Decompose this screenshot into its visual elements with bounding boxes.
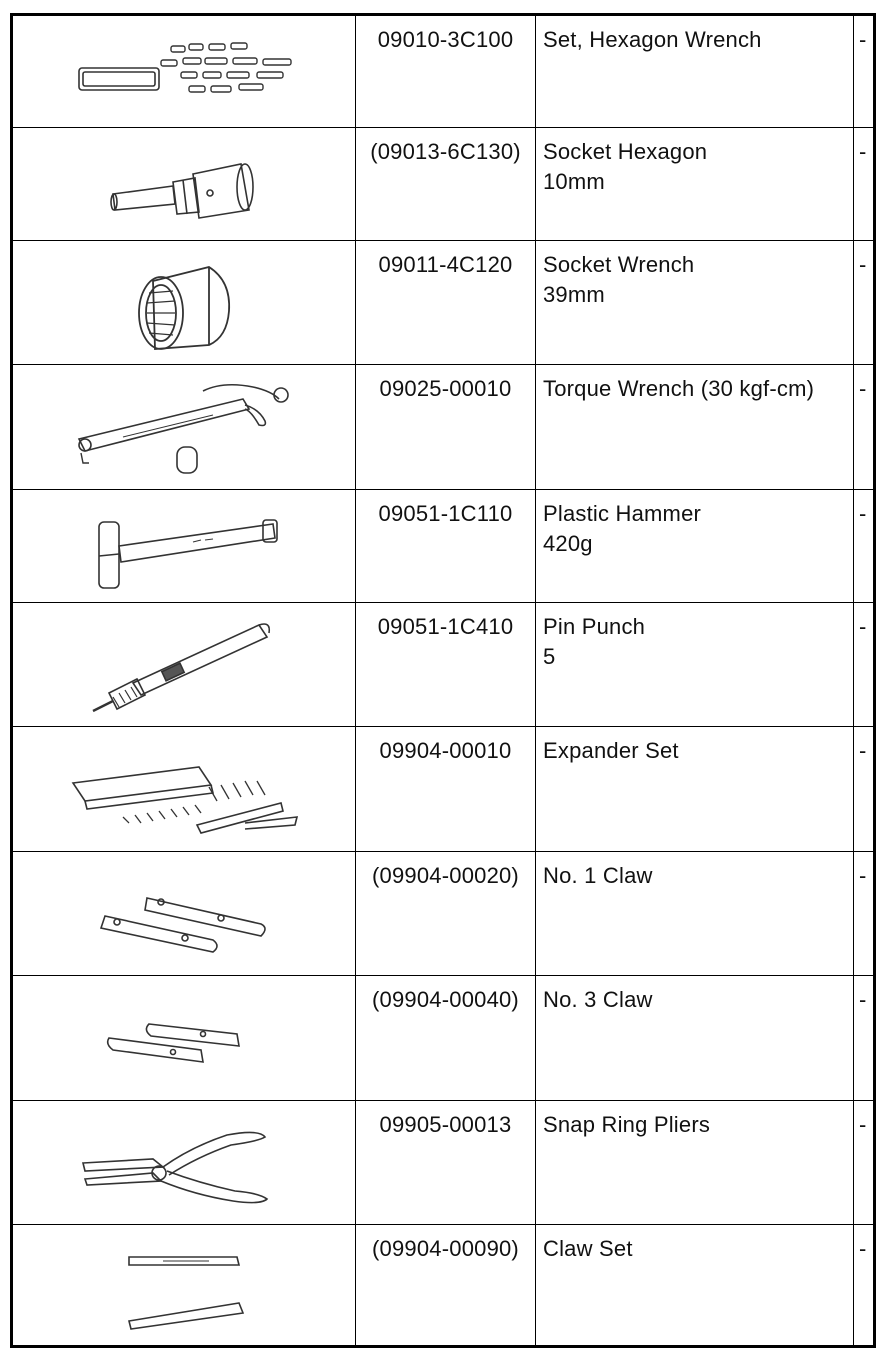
tool-illustration-cell (13, 1225, 356, 1345)
remark: - (859, 501, 867, 526)
part-number: 09051-1C110 (356, 490, 536, 602)
remark: - (859, 1112, 867, 1137)
remark: - (859, 1236, 867, 1261)
tool-illustration-cell (13, 852, 356, 975)
pin-punch-icon (13, 603, 356, 726)
table-row (13, 976, 873, 1101)
tool-name-line: Plastic Hammer (543, 501, 702, 526)
tool-name-line: Set, Hexagon Wrench (543, 27, 762, 52)
part-number: 09904-00010 (356, 727, 536, 851)
tool-illustration-cell (13, 16, 356, 127)
part-number: (09904-00090) (356, 1225, 536, 1345)
part-number: (09904-00040) (356, 976, 536, 1100)
claw-no3-icon (13, 976, 356, 1100)
tool-illustration-cell (13, 727, 356, 851)
hexagon-wrench-set-icon (13, 16, 356, 127)
remark: - (859, 139, 867, 164)
claw-set-icon (13, 1225, 356, 1345)
tool-name-line: Expander Set (543, 738, 679, 763)
table-row (13, 16, 873, 128)
tool-name (536, 852, 854, 975)
remark: - (859, 252, 867, 277)
tool-name (536, 365, 854, 489)
part-number: 09011-4C120 (356, 241, 536, 364)
tool-name-line: 39mm (543, 282, 605, 307)
table-row (13, 852, 873, 976)
tool-name-line: Pin Punch (543, 614, 646, 639)
claw-no1-icon (13, 852, 356, 975)
socket-hexagon-icon (13, 128, 356, 240)
tool-illustration-cell (13, 128, 356, 240)
table-row (13, 365, 873, 490)
tool-name-line: 5 (543, 644, 556, 669)
tool-name-line: Socket Wrench (543, 252, 695, 277)
snap-ring-pliers-icon (13, 1101, 356, 1224)
part-number: 09905-00013 (356, 1101, 536, 1224)
tool-name (536, 727, 854, 851)
tool-name-line: 420g (543, 531, 593, 556)
tool-name-line: No. 1 Claw (543, 863, 653, 888)
table-row (13, 1225, 873, 1345)
tool-illustration-cell (13, 976, 356, 1100)
tool-name-line: Socket Hexagon (543, 139, 708, 164)
torque-wrench-icon (13, 365, 356, 489)
tool-table (10, 13, 876, 1348)
part-number: (09904-00020) (356, 852, 536, 975)
remark: - (859, 27, 867, 52)
tool-name (536, 16, 854, 127)
socket-wrench-icon (13, 241, 356, 364)
tool-illustration-cell (13, 1101, 356, 1224)
remark: - (859, 863, 867, 888)
tool-name (536, 128, 854, 240)
table-row (13, 241, 873, 365)
tool-illustration-cell (13, 241, 356, 364)
part-number: 09051-1C410 (356, 603, 536, 726)
plastic-hammer-icon (13, 490, 356, 602)
table-row (13, 128, 873, 241)
tool-name-line: Snap Ring Pliers (543, 1112, 711, 1137)
tool-name-line: 10mm (543, 169, 605, 194)
part-number: (09013-6C130) (356, 128, 536, 240)
table-row (13, 603, 873, 727)
table-row (13, 727, 873, 852)
tool-name (536, 241, 854, 364)
remark: - (859, 376, 867, 401)
tool-name (536, 490, 854, 602)
remark: - (859, 738, 867, 763)
part-number: 09010-3C100 (356, 16, 536, 127)
tool-name (536, 976, 854, 1100)
expander-set-icon (13, 727, 356, 851)
remark: - (859, 987, 867, 1012)
remark: - (859, 614, 867, 639)
tool-name (536, 1225, 854, 1345)
part-number: 09025-00010 (356, 365, 536, 489)
tool-illustration-cell (13, 365, 356, 489)
table-row (13, 1101, 873, 1225)
tool-name (536, 603, 854, 726)
table-row (13, 490, 873, 603)
tool-illustration-cell (13, 490, 356, 602)
tool-name (536, 1101, 854, 1224)
tool-name-line: No. 3 Claw (543, 987, 653, 1012)
tool-name-line: Claw Set (543, 1236, 633, 1261)
tool-name-line: Torque Wrench (30 kgf-cm) (543, 376, 815, 401)
tool-illustration-cell (13, 603, 356, 726)
